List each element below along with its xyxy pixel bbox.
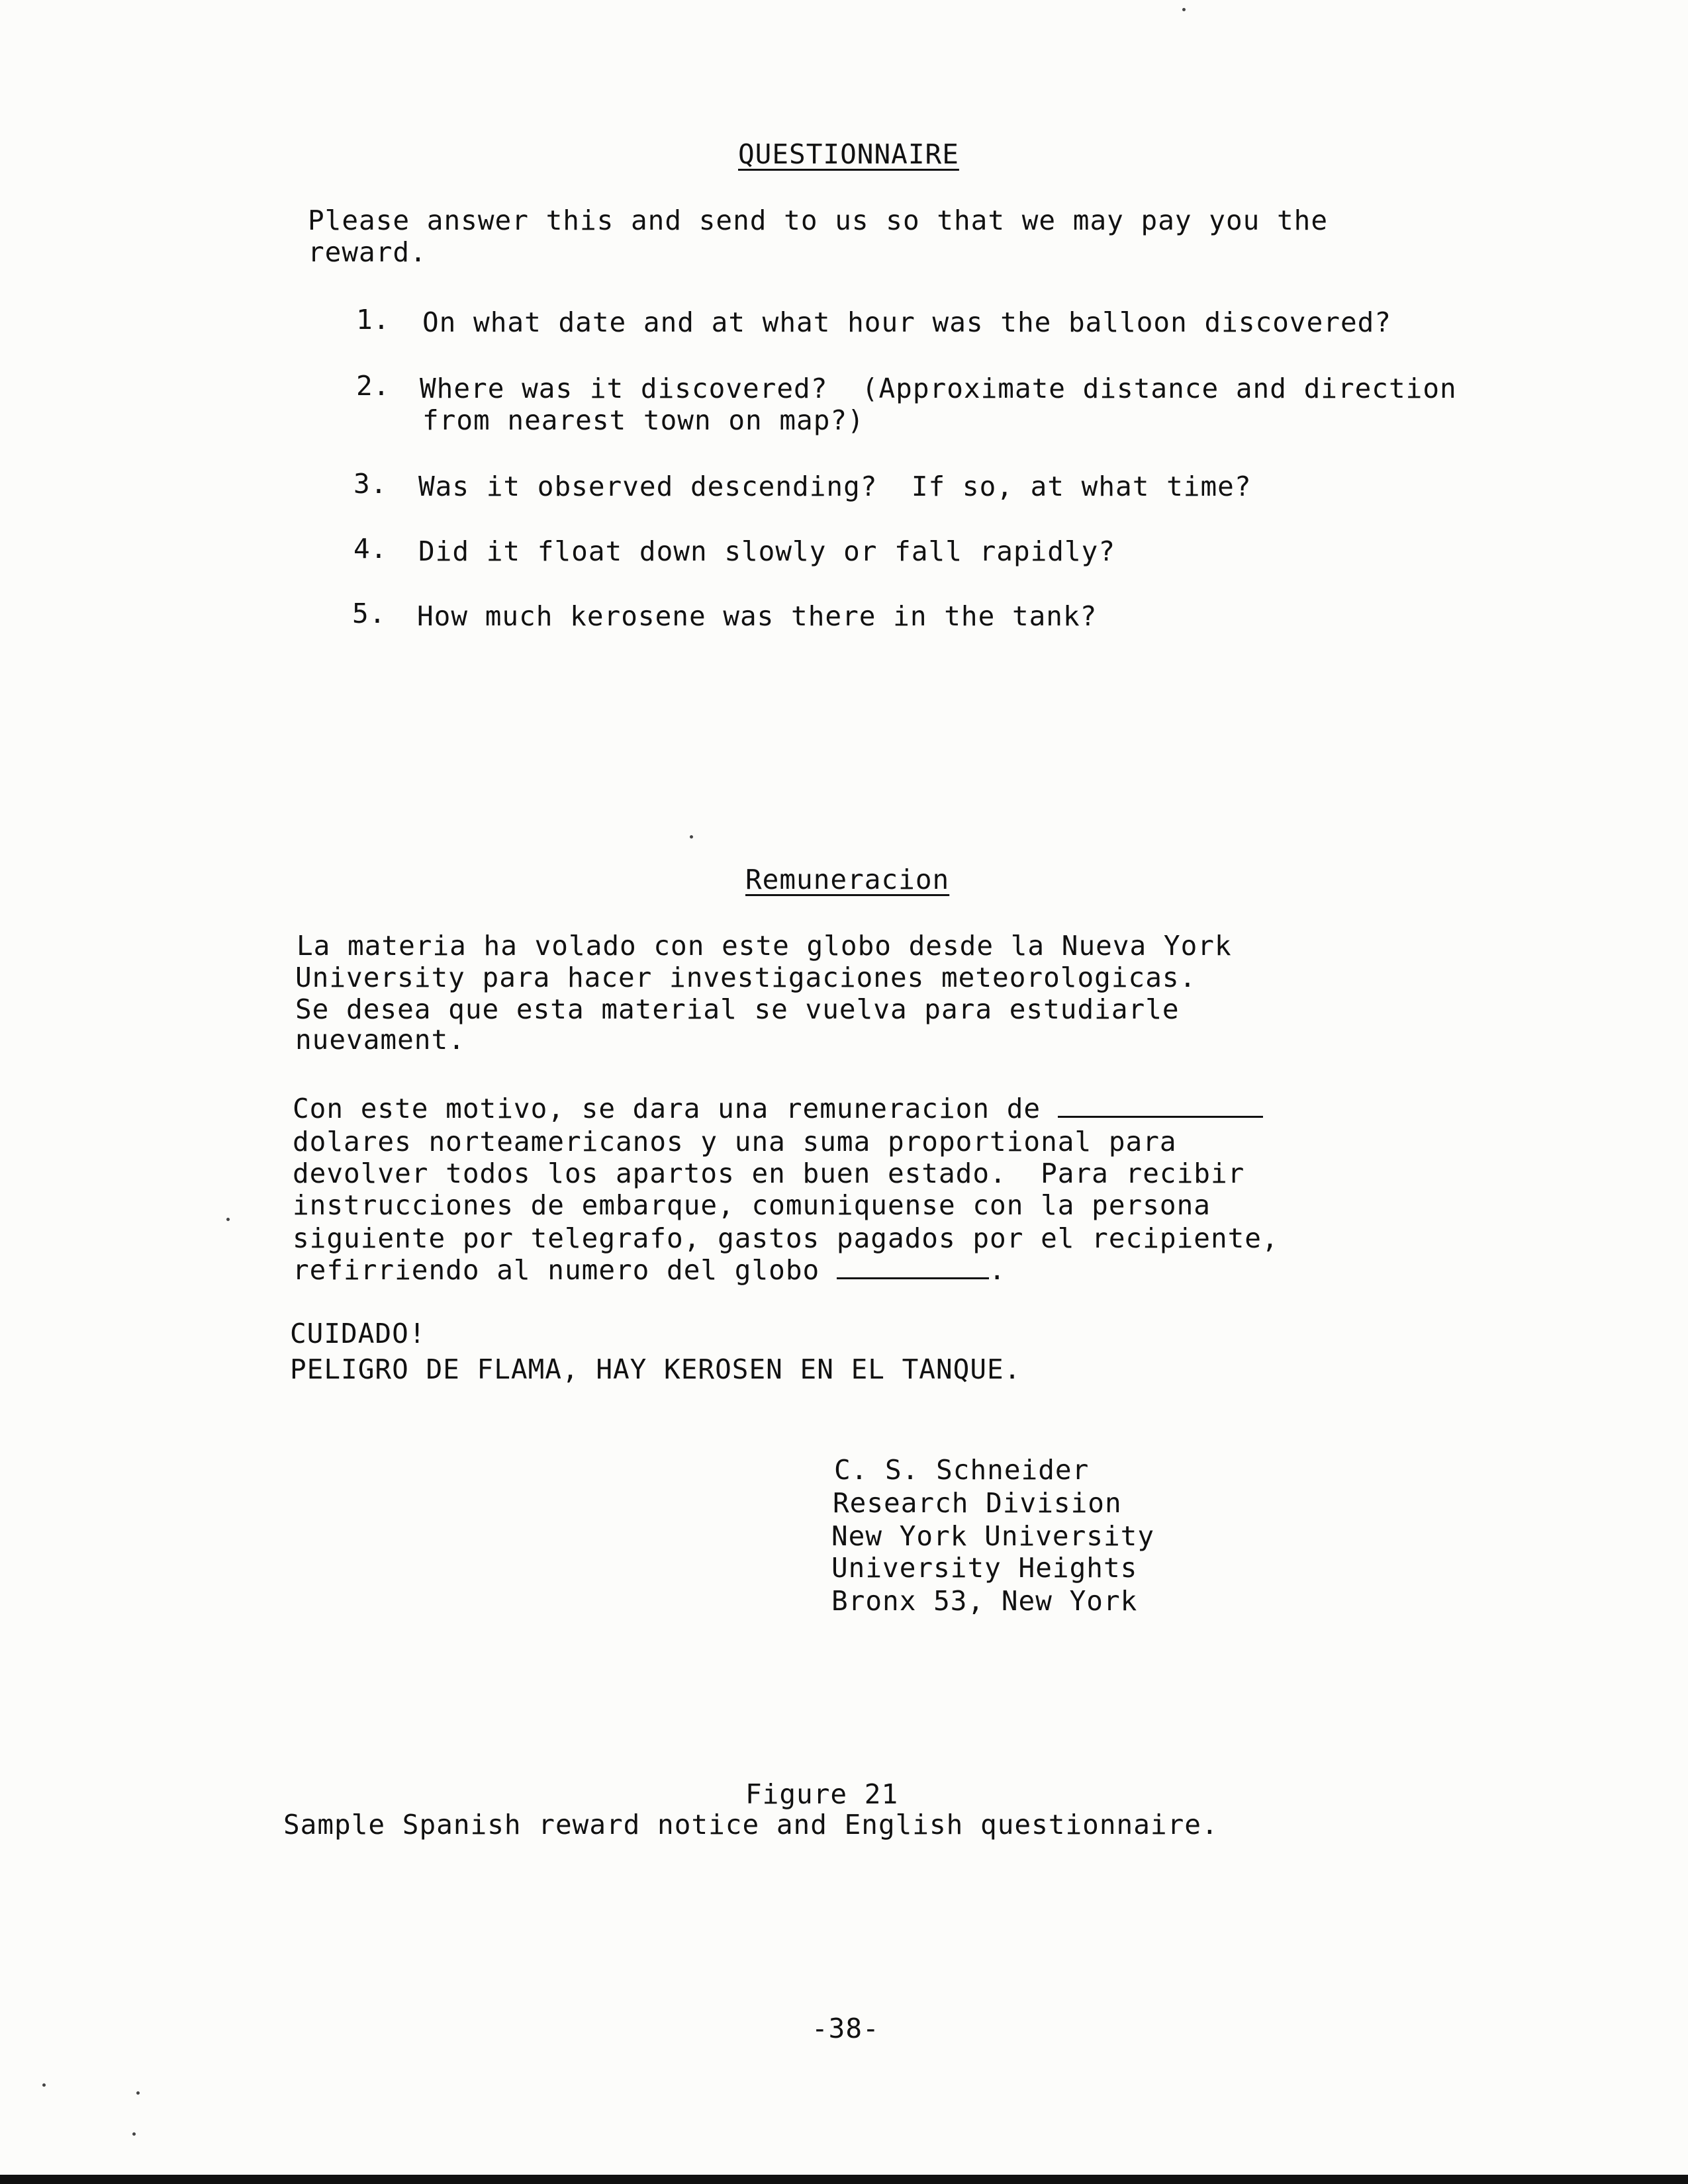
remuneracion-para2-line	[293, 1092, 1263, 1125]
reward-amount-blank	[1058, 1092, 1263, 1118]
questionnaire-intro-line-1: Please answer this and send to us so that we may pay you the	[308, 205, 1329, 236]
question-number: 2.	[356, 370, 391, 402]
remuneracion-para2-line: devolver todos los apartos en buen estado. Para recibir	[293, 1158, 1245, 1189]
question-number: 4.	[353, 533, 388, 565]
question-number: 1.	[356, 304, 391, 336]
remuneracion-title: Remuneracion	[745, 864, 950, 895]
remuneracion-amount-label: Con este motivo, se dara una remuneracion de	[293, 1093, 1041, 1124]
remuneracion-para2-line: instrucciones de embarque, comuniquense con la persona	[293, 1189, 1211, 1221]
question-text: How much kerosene was there in the tank?	[417, 600, 1098, 632]
remuneracion-para1-line: La materia ha volado con este globo desde la Nueva York	[297, 930, 1232, 962]
contact-line: Bronx 53, New York	[831, 1585, 1138, 1617]
figure-caption: Sample Spanish reward notice and English questionnaire.	[283, 1809, 1219, 1841]
question-text-continued: from nearest town on map?)	[422, 404, 865, 436]
scan-speck	[1182, 8, 1186, 11]
remuneracion-para1-line: nuevament.	[295, 1024, 465, 1056]
remuneracion-para1-line: University para hacer investigaciones meteorologicas.	[295, 962, 1197, 993]
scan-bottom-edge	[0, 2175, 1688, 2184]
scan-speck	[132, 2132, 136, 2136]
remuneracion-para1-line: Se desea que esta material se vuelva para estudiarle	[295, 993, 1180, 1025]
contact-line: C. S. Schneider	[834, 1454, 1090, 1486]
remuneracion-para2-line: dolares norteamericanos y una suma proportional para	[293, 1126, 1177, 1158]
contact-line: University Heights	[831, 1552, 1138, 1584]
balloon-number-blank	[837, 1253, 989, 1279]
sentence-end: .	[988, 1254, 1006, 1286]
figure-label: Figure 21	[745, 1778, 899, 1810]
contact-line: New York University	[831, 1520, 1154, 1552]
balloon-number-label: refirriendo al numero del globo	[293, 1254, 820, 1286]
scan-speck	[690, 835, 693, 839]
scan-speck	[42, 2083, 46, 2087]
question-text: Did it float down slowly or fall rapidly?	[418, 535, 1116, 567]
question-text: Was it observed descending? If so, at what time?	[418, 471, 1252, 502]
scan-speck	[226, 1218, 230, 1221]
contact-line: Research Division	[833, 1487, 1122, 1519]
remuneracion-para2-line	[293, 1253, 1006, 1287]
question-text: On what date and at what hour was the balloon discovered?	[422, 306, 1391, 338]
question-text: Where was it discovered? (Approximate distance and direction	[420, 373, 1457, 404]
question-number: 5.	[352, 598, 387, 629]
warning-text: PELIGRO DE FLAMA, HAY KEROSEN EN EL TANQUE.	[290, 1353, 1021, 1385]
questionnaire-intro-line-2: reward.	[308, 236, 427, 268]
warning-title: CUIDADO!	[290, 1318, 426, 1349]
remuneracion-para2-line: siguiente por telegrafo, gastos pagados por el recipiente,	[293, 1222, 1279, 1254]
scan-speck	[136, 2091, 140, 2095]
question-number: 3.	[353, 468, 388, 500]
questionnaire-title: QUESTIONNAIRE	[738, 138, 959, 170]
page-number: -38-	[812, 2013, 880, 2044]
